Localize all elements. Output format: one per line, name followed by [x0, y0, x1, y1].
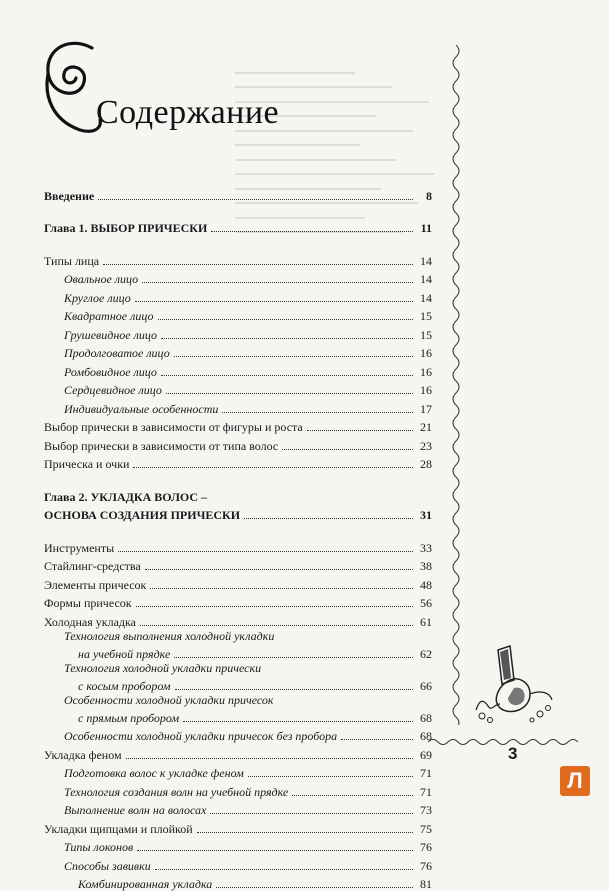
- toc-entry-title: Элементы причесок: [44, 578, 148, 592]
- wavy-divider-line: [446, 45, 466, 725]
- dot-leader: [118, 551, 413, 552]
- toc-entry-title: Выполнение волн на волосах: [64, 803, 208, 817]
- toc-entry: [44, 629, 432, 661]
- toc-entry-title: Грушевидное лицо: [64, 328, 159, 342]
- toc-entry: [44, 453, 432, 472]
- dot-leader: [155, 869, 413, 870]
- toc-page-number: 75: [416, 822, 432, 836]
- toc-entry: [44, 305, 432, 324]
- toc-entry-title: Выбор прически в зависимости от фигуры и роста: [44, 420, 305, 434]
- toc-entry: [44, 799, 432, 818]
- dot-leader: [150, 588, 413, 589]
- toc-entry-title: Стайлинг-средства: [44, 559, 143, 573]
- toc-entry: [44, 217, 432, 236]
- toc-entry: [44, 397, 432, 416]
- dot-leader: [244, 518, 413, 519]
- toc-entry-title: Особенности холодной укладки причесок без пробора: [64, 729, 339, 743]
- toc-entry-title: Ромбовидное лицо: [64, 365, 159, 379]
- dot-leader: [211, 231, 413, 232]
- toc-entry: [44, 434, 432, 453]
- dot-leader: [175, 689, 413, 690]
- toc-entry-title: Укладки щипцами и плойкой: [44, 822, 195, 836]
- hair-dryer-illustration-icon: [470, 640, 560, 730]
- toc-page-number: 8: [416, 189, 432, 203]
- toc-entry: [44, 536, 432, 555]
- toc-entry: [44, 610, 432, 629]
- toc-entry-title: Типы лица: [44, 254, 101, 268]
- toc-entry-title: Технология создания волн на учебной прядке: [64, 785, 290, 799]
- toc-entry-title: Овальное лицо: [64, 272, 140, 286]
- toc-entry-title: Укладка феном: [44, 748, 124, 762]
- toc-page-number: 71: [416, 785, 432, 799]
- dot-leader: [282, 449, 413, 450]
- dot-leader: [341, 739, 413, 740]
- toc-entry: [44, 323, 432, 342]
- toc-page-number: 16: [416, 365, 432, 379]
- toc-page-number: 14: [416, 291, 432, 305]
- toc-page-number: 61: [416, 615, 432, 629]
- toc-entry-title: Продолговатое лицо: [64, 346, 172, 360]
- table-of-contents: [44, 184, 432, 891]
- toc-entry: [44, 780, 432, 799]
- toc-page-number: 71: [416, 766, 432, 780]
- toc-entry-title: на учебной прядке: [78, 647, 172, 661]
- dot-leader: [158, 319, 414, 320]
- toc-entry: [44, 725, 432, 744]
- toc-entry-title: Введение: [44, 189, 96, 203]
- bottom-wavy-line: [428, 735, 578, 749]
- dot-leader: [161, 338, 413, 339]
- toc-entry-title-line1: Особенности холодной укладки причесок: [64, 693, 432, 708]
- toc-page-number: 38: [416, 559, 432, 573]
- dot-leader: [197, 832, 413, 833]
- dot-leader: [161, 375, 413, 376]
- toc-entry: [44, 817, 432, 836]
- toc-entry-title: Глава 1. ВЫБОР ПРИЧЕСКИ: [44, 221, 209, 235]
- toc-entry: [44, 592, 432, 611]
- toc-entry: [44, 854, 432, 873]
- toc-entry-title: Способы завивки: [64, 859, 153, 873]
- toc-entry-title: Типы локонов: [64, 840, 135, 854]
- dot-leader: [166, 393, 413, 394]
- bleed-through-line: [235, 147, 397, 161]
- toc-entry: [44, 416, 432, 435]
- toc-entry: [44, 360, 432, 379]
- toc-page-number: 69: [416, 748, 432, 762]
- toc-page-number: 15: [416, 328, 432, 342]
- toc-entry: [44, 249, 432, 268]
- toc-entry: [44, 286, 432, 305]
- page-number: 3: [508, 744, 517, 764]
- toc-page-number: 21: [416, 420, 432, 434]
- toc-entry-title: ОСНОВА СОЗДАНИЯ ПРИЧЕСКИ: [44, 508, 242, 522]
- toc-entry: [44, 555, 432, 574]
- toc-page-number: 17: [416, 402, 432, 416]
- toc-entry: [44, 762, 432, 781]
- toc-entry: [44, 184, 432, 203]
- toc-page-number: 56: [416, 596, 432, 610]
- toc-entry-title: Прическа и очки: [44, 457, 131, 471]
- title-block: [40, 34, 440, 144]
- toc-page-number: 48: [416, 578, 432, 592]
- dot-leader: [145, 569, 413, 570]
- dot-leader: [292, 795, 413, 796]
- toc-entry-title: с прямым пробором: [78, 711, 181, 725]
- toc-page-number: 14: [416, 254, 432, 268]
- toc-entry: [44, 743, 432, 762]
- toc-entry: [44, 504, 432, 523]
- toc-page-number: 81: [416, 877, 432, 891]
- dot-leader: [307, 430, 413, 431]
- toc-entry-title: Подготовка волос к укладке феном: [64, 766, 246, 780]
- toc-page-number: 68: [416, 711, 432, 725]
- toc-entry: [44, 573, 432, 592]
- toc-page-number: 23: [416, 439, 432, 453]
- toc-entry-title: Индивидуальные особенности: [64, 402, 220, 416]
- dot-leader: [142, 282, 413, 283]
- toc-entry: [44, 873, 432, 891]
- toc-entry-title: Глава 2. УКЛАДКА ВОЛОС –: [44, 490, 209, 504]
- dot-leader: [126, 758, 413, 759]
- toc-entry-title: Квадратное лицо: [64, 309, 156, 323]
- toc-page-number: 66: [416, 679, 432, 693]
- toc-page-number: 16: [416, 346, 432, 360]
- toc-entry: [44, 661, 432, 693]
- dot-leader: [183, 721, 413, 722]
- toc-page-number: 28: [416, 457, 432, 471]
- bleed-through-line: [235, 162, 434, 176]
- toc-entry: [44, 268, 432, 287]
- toc-entry-title: Холодная укладка: [44, 615, 138, 629]
- toc-page-number: 15: [416, 309, 432, 323]
- dot-leader: [103, 264, 413, 265]
- dot-leader: [248, 776, 413, 777]
- toc-entry: [44, 693, 432, 725]
- dot-leader: [216, 887, 413, 888]
- toc-entry-title: Выбор прически в зависимости от типа волос: [44, 439, 280, 453]
- toc-entry-title: Круглое лицо: [64, 291, 133, 305]
- dot-leader: [136, 606, 413, 607]
- dot-leader: [137, 850, 413, 851]
- toc-entry-title: Формы причесок: [44, 596, 134, 610]
- toc-entry-title: с косым пробором: [78, 679, 173, 693]
- toc-entry-title-line1: Технология холодной укладки прически: [64, 661, 432, 676]
- toc-entry-title-line1: Технология выполнения холодной укладки: [64, 629, 432, 644]
- toc-entry-title: Сердцевидное лицо: [64, 383, 164, 397]
- toc-page-number: 68: [416, 729, 432, 743]
- toc-page-number: 33: [416, 541, 432, 555]
- toc-page-number: 62: [416, 647, 432, 661]
- page-title: Содержание: [96, 94, 279, 132]
- toc-entry-title: Комбинированная укладка: [78, 877, 214, 891]
- toc-page-number: 76: [416, 859, 432, 873]
- toc-page-number: 14: [416, 272, 432, 286]
- toc-entry: [44, 342, 432, 361]
- dot-leader: [174, 657, 413, 658]
- toc-entry: [44, 485, 432, 504]
- toc-entry: [44, 379, 432, 398]
- toc-page-number: 73: [416, 803, 432, 817]
- toc-page-number: 11: [416, 221, 432, 235]
- dot-leader: [174, 356, 413, 357]
- publisher-logo: Л: [560, 766, 590, 796]
- dot-leader: [98, 199, 413, 200]
- toc-page-number: 31: [416, 508, 432, 522]
- dot-leader: [133, 467, 413, 468]
- toc-page-number: 16: [416, 383, 432, 397]
- dot-leader: [140, 625, 413, 626]
- toc-entry-title: Инструменты: [44, 541, 116, 555]
- dot-leader: [222, 412, 413, 413]
- toc-entry: [44, 836, 432, 855]
- toc-page-number: 76: [416, 840, 432, 854]
- dot-leader: [135, 301, 413, 302]
- dot-leader: [210, 813, 413, 814]
